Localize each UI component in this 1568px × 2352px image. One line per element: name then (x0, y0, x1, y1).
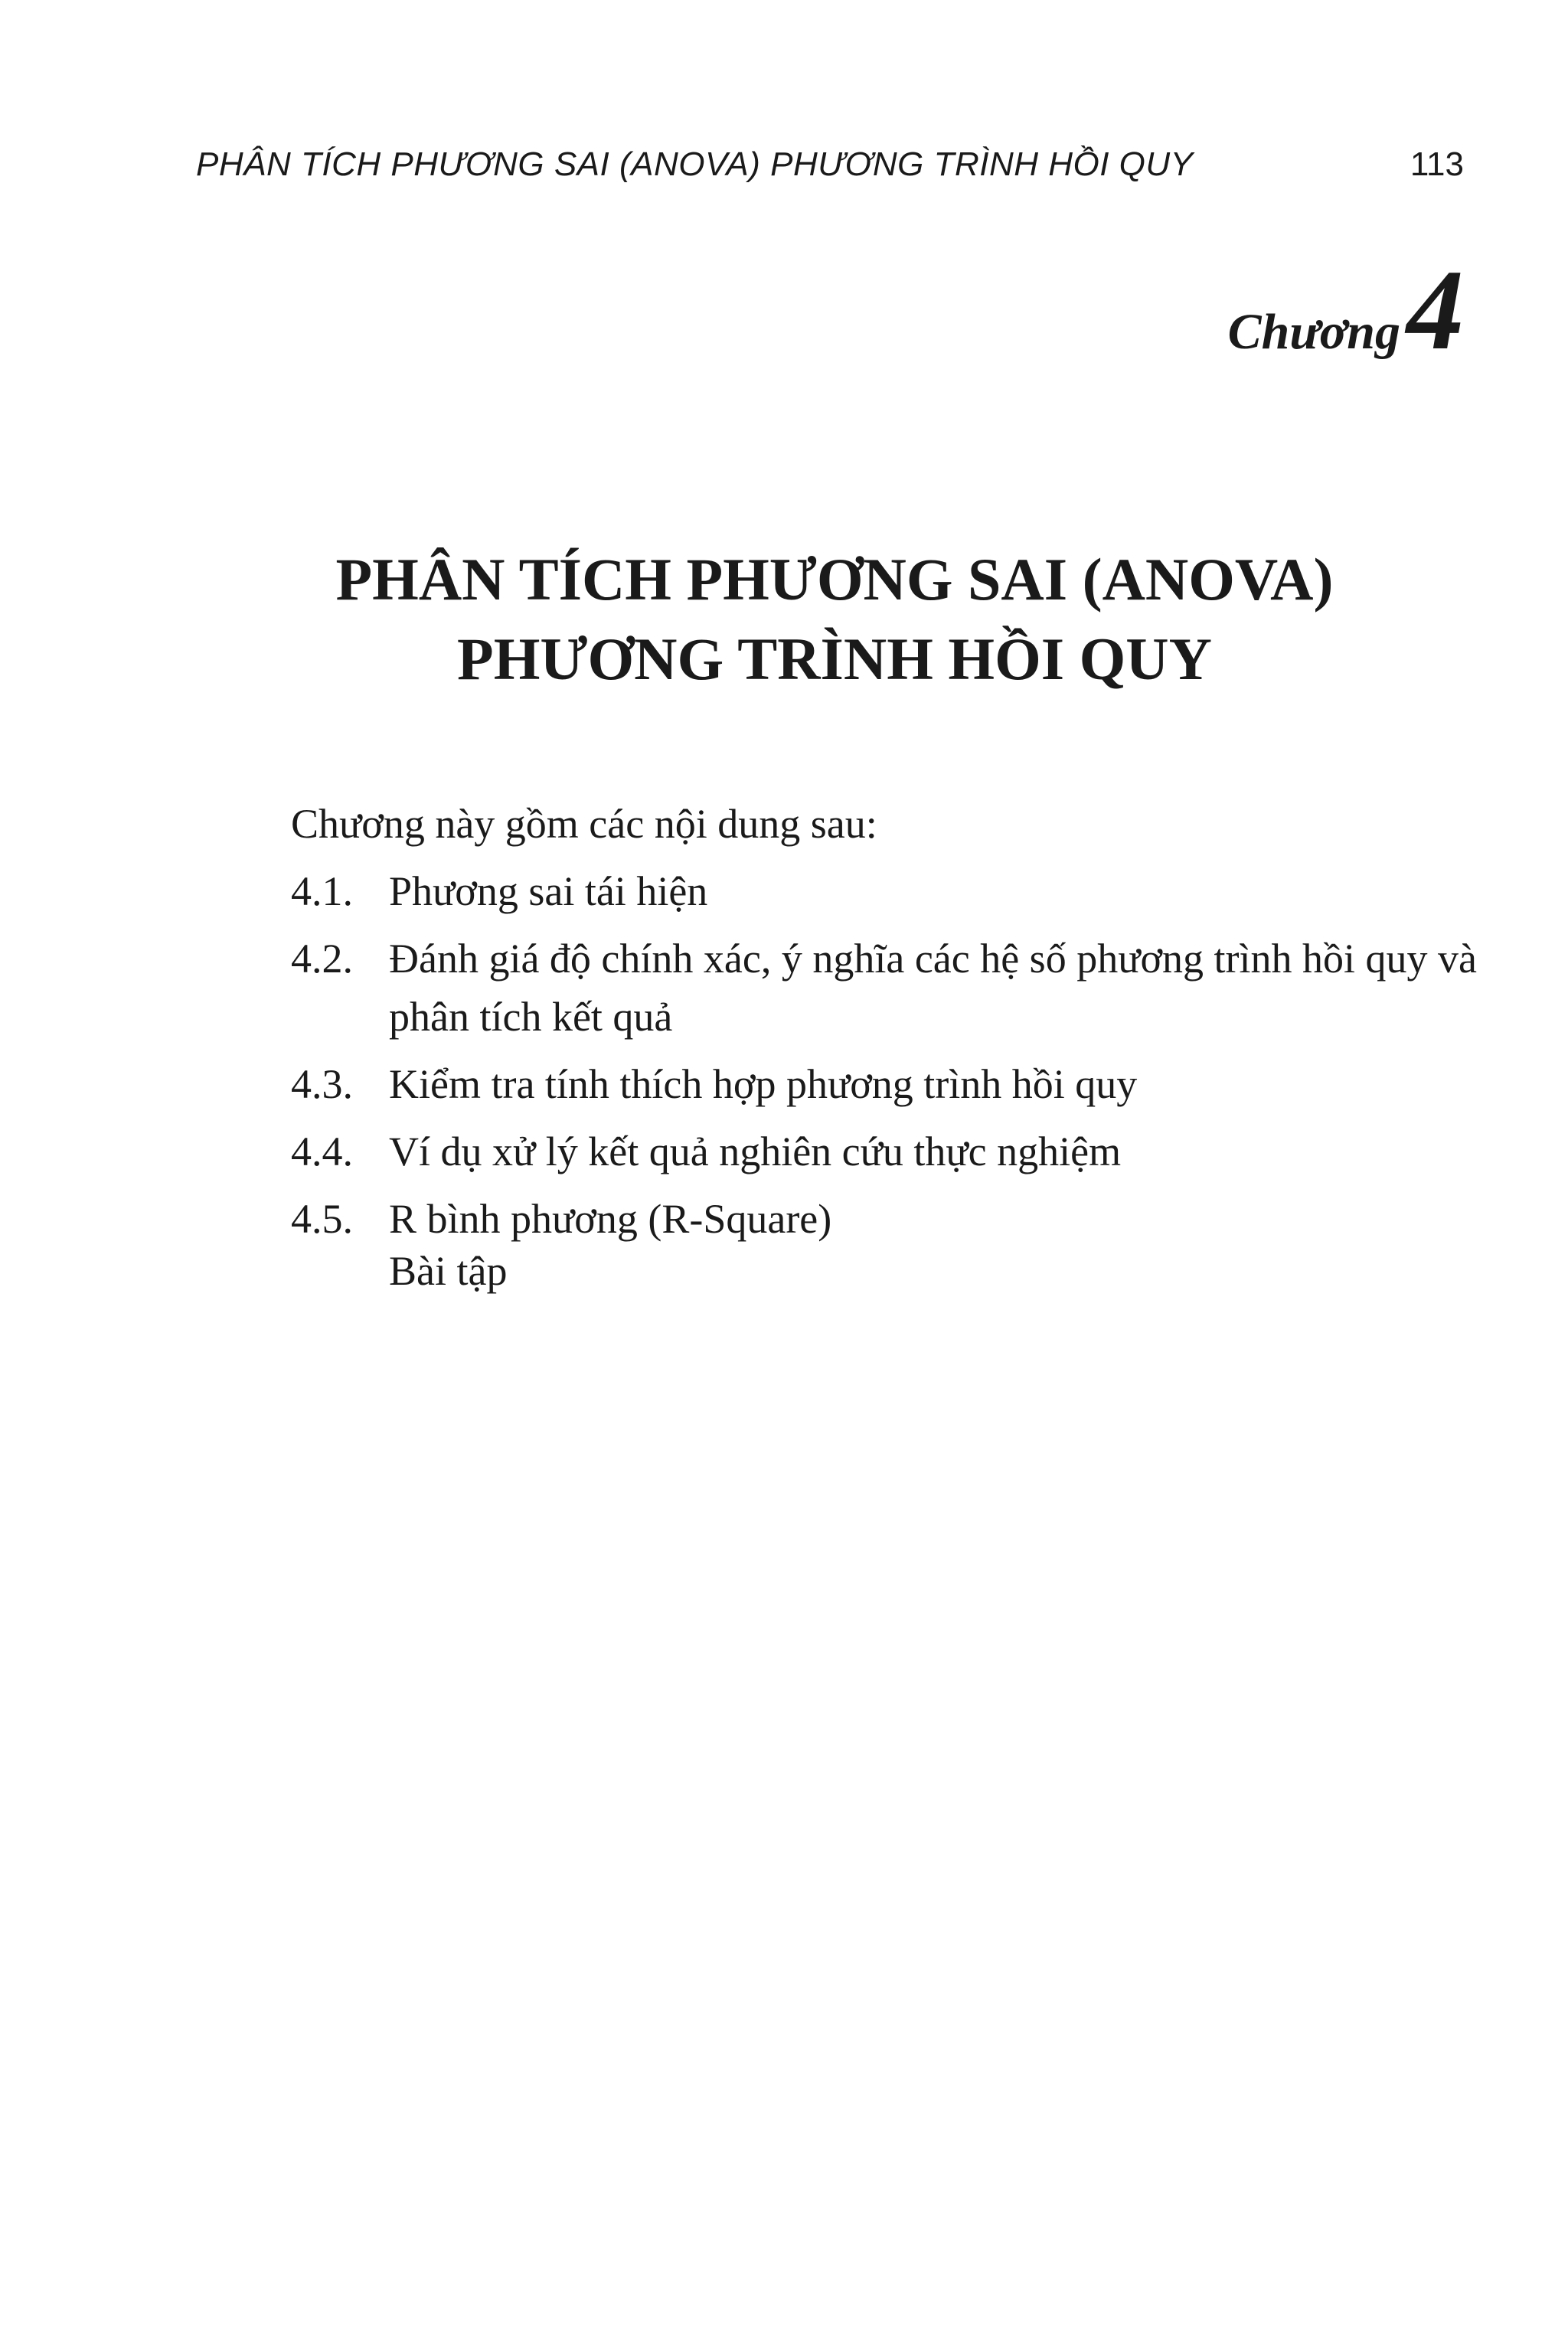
toc-item-text: Đánh giá độ chính xác, ý nghĩa các hệ số phương trình hồi quy và phân tích kết quả (389, 936, 1477, 1040)
chapter-label (1227, 247, 1464, 374)
toc-item-number: 4.3. (291, 1061, 353, 1107)
page-number: 113 (1410, 145, 1464, 183)
toc-item (291, 862, 1485, 920)
toc-item (291, 929, 1485, 1046)
running-header-title: PHÂN TÍCH PHƯƠNG SAI (ANOVA) PHƯƠNG TRÌNH HỒI QUY (196, 145, 1194, 183)
toc-item (291, 1055, 1485, 1113)
contents-intro: Chương này gồm các nội dung sau: (291, 801, 877, 847)
toc-item-number: 4.4. (291, 1129, 353, 1174)
chapter-title-line-2: PHƯƠNG TRÌNH HỒI QUY (457, 626, 1212, 692)
chapter-title-line-1: PHÂN TÍCH PHƯƠNG SAI (ANOVA) (335, 546, 1334, 612)
toc-item (291, 1190, 1485, 1248)
toc-item-text: Phương sai tái hiện (389, 868, 708, 914)
toc-item-text: Ví dụ xử lý kết quả nghiên cứu thực nghiệm (389, 1129, 1122, 1174)
toc-item (291, 1122, 1485, 1181)
toc-item-number: 4.2. (291, 936, 353, 982)
toc-exercises: Bài tập (389, 1248, 508, 1294)
toc-item-text: R bình phương (R-Square) (389, 1196, 832, 1242)
chapter-contents (291, 795, 1485, 1300)
chapter-number: 4 (1406, 247, 1464, 374)
toc-item-number: 4.1. (291, 868, 353, 914)
toc-item-number: 4.5. (291, 1196, 353, 1242)
toc-item-text: Kiểm tra tính thích hợp phương trình hồi quy (389, 1061, 1138, 1107)
chapter-word: Chương (1227, 304, 1400, 360)
